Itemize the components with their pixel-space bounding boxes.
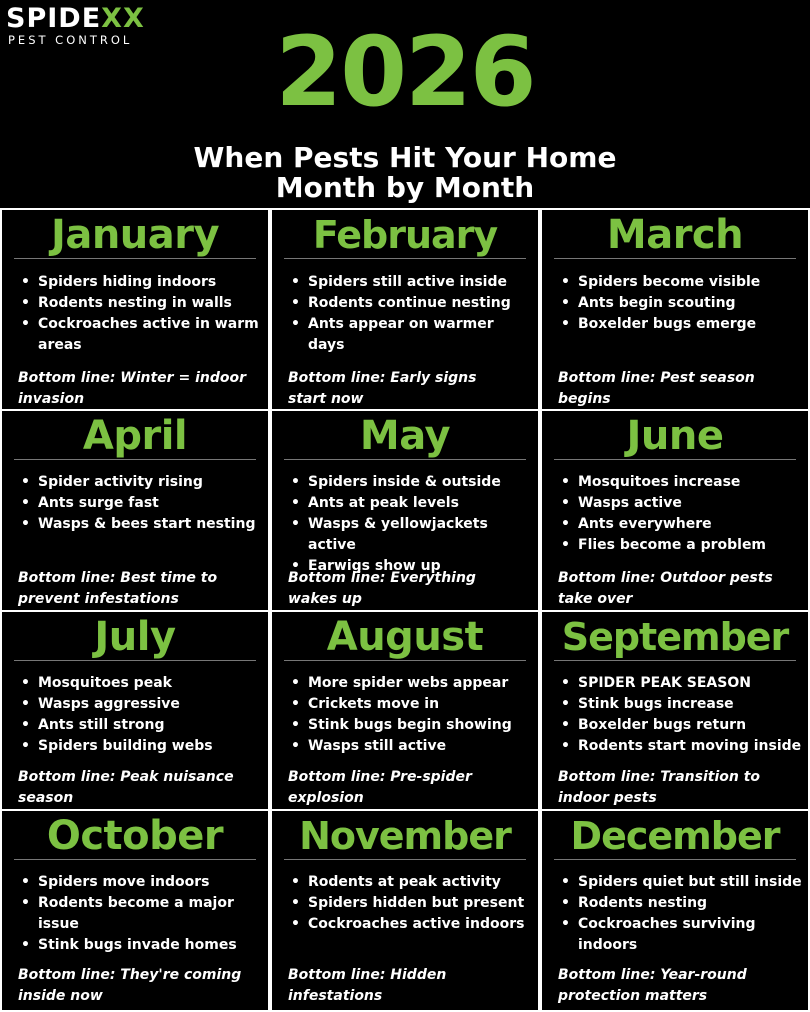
pest-item: • Rodents at peak activity — [288, 872, 532, 893]
month-divider — [554, 258, 796, 259]
bottom-line: Bottom line: Pest season begins — [558, 370, 755, 407]
pest-item: • Spiders building webs — [18, 736, 262, 757]
month-divider — [554, 459, 796, 460]
bottom-line: Bottom line: Best time to prevent infestations — [18, 570, 218, 607]
pest-item: • Cockroaches active in warm areas — [18, 314, 262, 356]
month-card-july — [2, 612, 268, 809]
pest-list — [558, 872, 802, 956]
pest-list — [288, 472, 532, 577]
pest-list — [18, 872, 262, 956]
pest-item: • Rodents continue nesting — [288, 293, 532, 314]
pest-item: • Rodents nesting — [558, 893, 802, 914]
pest-item: • Rodents nesting in walls — [18, 293, 262, 314]
pest-item: • Flies become a problem — [558, 535, 802, 556]
pest-item: • Spiders move indoors — [18, 872, 262, 893]
month-name: March — [606, 212, 744, 258]
pest-item: • Stink bugs begin showing — [288, 715, 532, 736]
month-name: February — [312, 213, 498, 257]
year-title: 2026 — [275, 16, 535, 128]
pest-item: • Spiders hiding indoors — [18, 272, 262, 293]
pest-item: • Ants surge fast — [18, 493, 262, 514]
month-name: April — [82, 413, 188, 459]
pest-item: • Wasps & yellowjackets active — [288, 514, 532, 556]
month-divider — [284, 660, 526, 661]
pest-item: • Wasps & bees start nesting — [18, 514, 262, 535]
pest-item: • Stink bugs increase — [558, 694, 802, 715]
pest-item: • Spiders hidden but present — [288, 893, 532, 914]
month-name: October — [46, 813, 224, 859]
logo-name: SPIDE — [6, 3, 102, 34]
pest-item: • Boxelder bugs return — [558, 715, 802, 736]
pest-item: • Wasps active — [558, 493, 802, 514]
month-card-august — [272, 612, 538, 809]
pest-list — [18, 272, 262, 356]
bottom-line: Bottom line: Pre-spider explosion — [288, 769, 472, 806]
pest-item: • Mosquitoes increase — [558, 472, 802, 493]
month-divider — [284, 859, 526, 860]
month-divider — [14, 258, 256, 259]
month-name: May — [359, 413, 451, 459]
headline-line-1: When Pests Hit Your Home — [193, 141, 617, 174]
logo-x-mark: XX — [101, 3, 145, 34]
month-card-september — [542, 612, 808, 809]
bottom-line: Bottom line: Outdoor pests take over — [558, 570, 773, 607]
month-divider — [14, 459, 256, 460]
month-name: June — [626, 413, 724, 459]
bottom-line: Bottom line: Hidden infestations — [288, 967, 447, 1004]
month-card-may — [272, 411, 538, 610]
pest-list — [288, 673, 532, 757]
pest-item: • Wasps still active — [288, 736, 532, 757]
pest-item: • Earwigs show up — [288, 556, 532, 577]
pest-list — [558, 673, 802, 757]
pest-item: • Mosquitoes peak — [18, 673, 262, 694]
month-card-january — [2, 210, 268, 409]
month-card-november — [272, 811, 538, 1010]
pest-item: • Boxelder bugs emerge — [558, 314, 802, 335]
month-grid — [0, 208, 810, 1012]
pest-item: • Ants everywhere — [558, 514, 802, 535]
pest-list — [288, 872, 532, 935]
pest-item: • More spider webs appear — [288, 673, 532, 694]
month-card-march — [542, 210, 808, 409]
month-divider — [14, 859, 256, 860]
headline — [0, 143, 810, 203]
pest-item: • Wasps aggressive — [18, 694, 262, 715]
month-card-october — [2, 811, 268, 1010]
month-divider — [284, 258, 526, 259]
pest-item: • Ants appear on warmer days — [288, 314, 532, 356]
pest-item: • Cockroaches active indoors — [288, 914, 532, 935]
month-divider — [14, 660, 256, 661]
month-card-april — [2, 411, 268, 610]
bottom-line: Bottom line: Everything wakes up — [288, 570, 476, 607]
pest-item: • Spiders inside & outside — [288, 472, 532, 493]
pest-item: • Spiders still active inside — [288, 272, 532, 293]
pest-item: • Spider activity rising — [18, 472, 262, 493]
month-divider — [284, 459, 526, 460]
month-card-june — [542, 411, 808, 610]
pest-list — [558, 272, 802, 335]
month-card-february — [272, 210, 538, 409]
month-card-december — [542, 811, 808, 1010]
pest-item: • Ants at peak levels — [288, 493, 532, 514]
bottom-line: Bottom line: Year-round protection matters — [558, 967, 747, 1004]
bottom-line: Bottom line: They're coming inside now — [18, 967, 242, 1004]
month-divider — [554, 660, 796, 661]
pest-list — [18, 673, 262, 757]
pest-item: • Ants begin scouting — [558, 293, 802, 314]
month-name: December — [570, 814, 780, 858]
pest-list — [288, 272, 532, 356]
bottom-line: Bottom line: Winter = indoor invasion — [18, 370, 246, 407]
pest-item: • Spiders quiet but still inside — [558, 872, 802, 893]
bottom-line: Bottom line: Early signs start now — [288, 370, 477, 407]
bottom-line: Bottom line: Peak nuisance season — [18, 769, 234, 806]
month-name: January — [50, 212, 220, 258]
pest-list — [18, 472, 262, 535]
headline-line-2: Month by Month — [275, 171, 535, 204]
pest-item: • Rodents become a major issue — [18, 893, 262, 935]
pest-item: • SPIDER PEAK SEASON — [558, 673, 802, 694]
month-name: August — [326, 614, 484, 660]
pest-item: • Stink bugs invade homes — [18, 935, 262, 956]
pest-item: • Ants still strong — [18, 715, 262, 736]
pest-item: • Cockroaches surviving indoors — [558, 914, 802, 956]
bottom-line: Bottom line: Transition to indoor pests — [558, 769, 761, 806]
month-name: September — [561, 615, 789, 659]
pest-item: • Spiders become visible — [558, 272, 802, 293]
pest-item: • Rodents start moving inside — [558, 736, 802, 757]
pest-list — [558, 472, 802, 556]
month-name: November — [299, 814, 511, 858]
pest-item: • Crickets move in — [288, 694, 532, 715]
month-divider — [554, 859, 796, 860]
logo-subtitle: PEST CONTROL — [8, 33, 133, 47]
month-name: July — [94, 614, 176, 660]
